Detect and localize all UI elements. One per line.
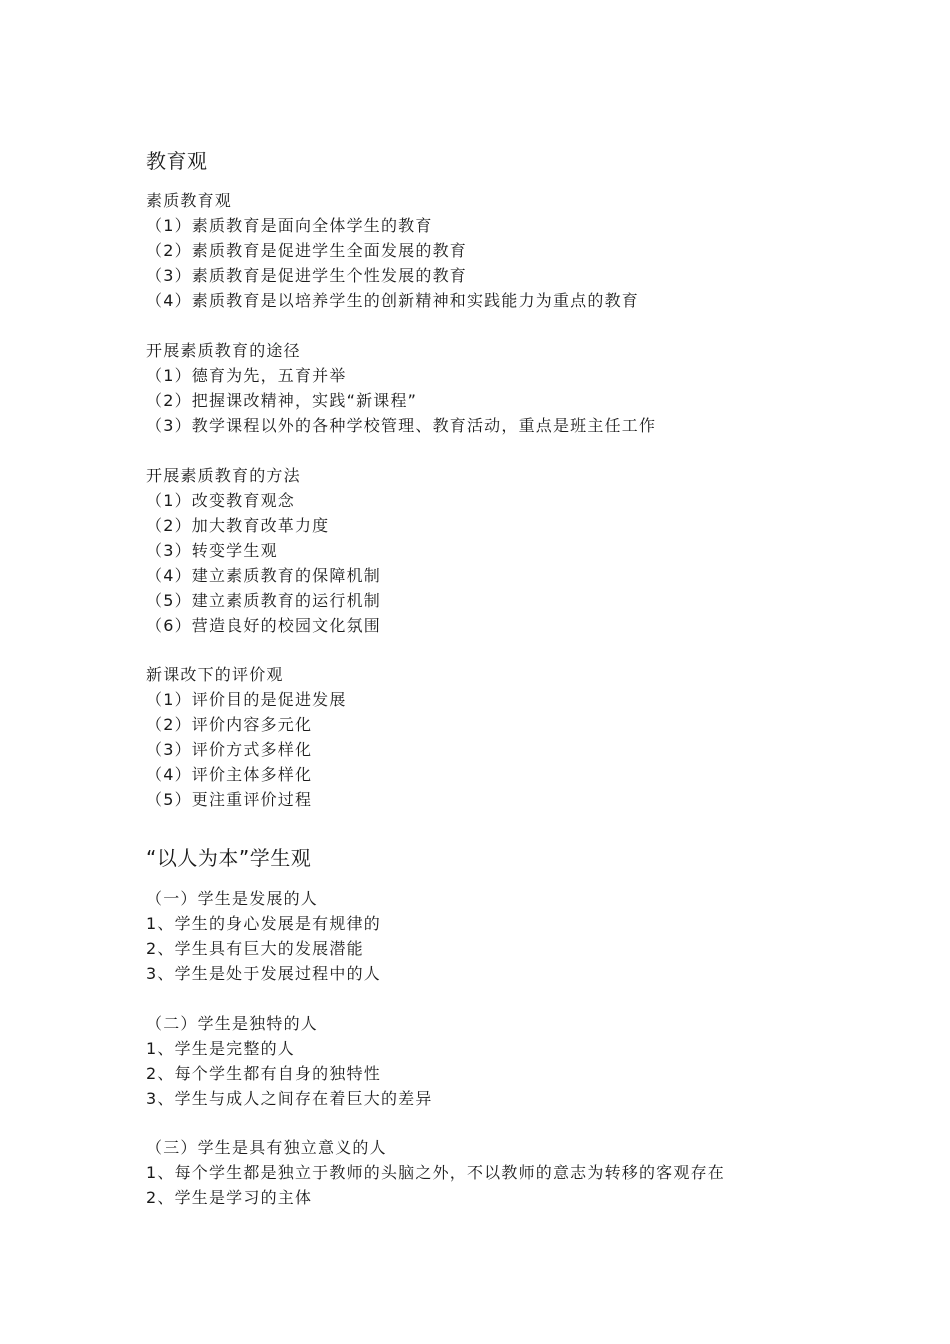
list-item: （1）德育为先，五育并举 [146, 366, 347, 385]
list-item: （2）把握课改精神，实践“新课程” [146, 391, 418, 410]
list-item: 1、每个学生都是独立于教师的头脑之外，不以教师的意志为转移的客观存在 [146, 1163, 725, 1182]
list-item: （3）评价方式多样化 [146, 740, 313, 759]
section-title: 教育观 [146, 149, 208, 173]
list-item: （5）建立素质教育的运行机制 [146, 591, 381, 610]
group-heading: （三）学生是具有独立意义的人 [146, 1138, 387, 1157]
group-heading: （一）学生是发展的人 [146, 889, 319, 908]
list-item: （3）转变学生观 [146, 541, 278, 560]
list-item: （1）素质教育是面向全体学生的教育 [146, 216, 433, 235]
list-item: （1）评价目的是促进发展 [146, 690, 347, 709]
list-item: 2、每个学生都有自身的独特性 [146, 1064, 381, 1083]
list-item: 1、学生的身心发展是有规律的 [146, 914, 381, 933]
group-heading: 开展素质教育的方法 [146, 466, 301, 485]
list-item: 3、学生是处于发展过程中的人 [146, 964, 381, 983]
list-item: （3）素质教育是促进学生个性发展的教育 [146, 266, 467, 285]
list-item: （4）建立素质教育的保障机制 [146, 566, 381, 585]
list-item: 2、学生是学习的主体 [146, 1188, 313, 1207]
list-item: （5）更注重评价过程 [146, 790, 313, 809]
group-heading: 素质教育观 [146, 191, 233, 210]
list-item: 1、学生是完整的人 [146, 1039, 295, 1058]
list-item: （2）评价内容多元化 [146, 715, 313, 734]
list-item: （2）素质教育是促进学生全面发展的教育 [146, 241, 467, 260]
list-item: （6）营造良好的校园文化氛围 [146, 616, 381, 635]
group-heading: 新课改下的评价观 [146, 665, 284, 684]
list-item: （4）素质教育是以培养学生的创新精神和实践能力为重点的教育 [146, 291, 639, 310]
list-item: （3）教学课程以外的各种学校管理、教育活动，重点是班主任工作 [146, 416, 657, 435]
group-heading: 开展素质教育的途径 [146, 341, 301, 360]
list-item: 3、学生与成人之间存在着巨大的差异 [146, 1089, 433, 1108]
group-heading: （二）学生是独特的人 [146, 1014, 319, 1033]
list-item: （2）加大教育改革力度 [146, 516, 330, 535]
section-title: “以人为本”学生观 [146, 846, 312, 870]
list-item: （4）评价主体多样化 [146, 765, 313, 784]
list-item: （1）改变教育观念 [146, 491, 295, 510]
list-item: 2、学生具有巨大的发展潜能 [146, 939, 364, 958]
